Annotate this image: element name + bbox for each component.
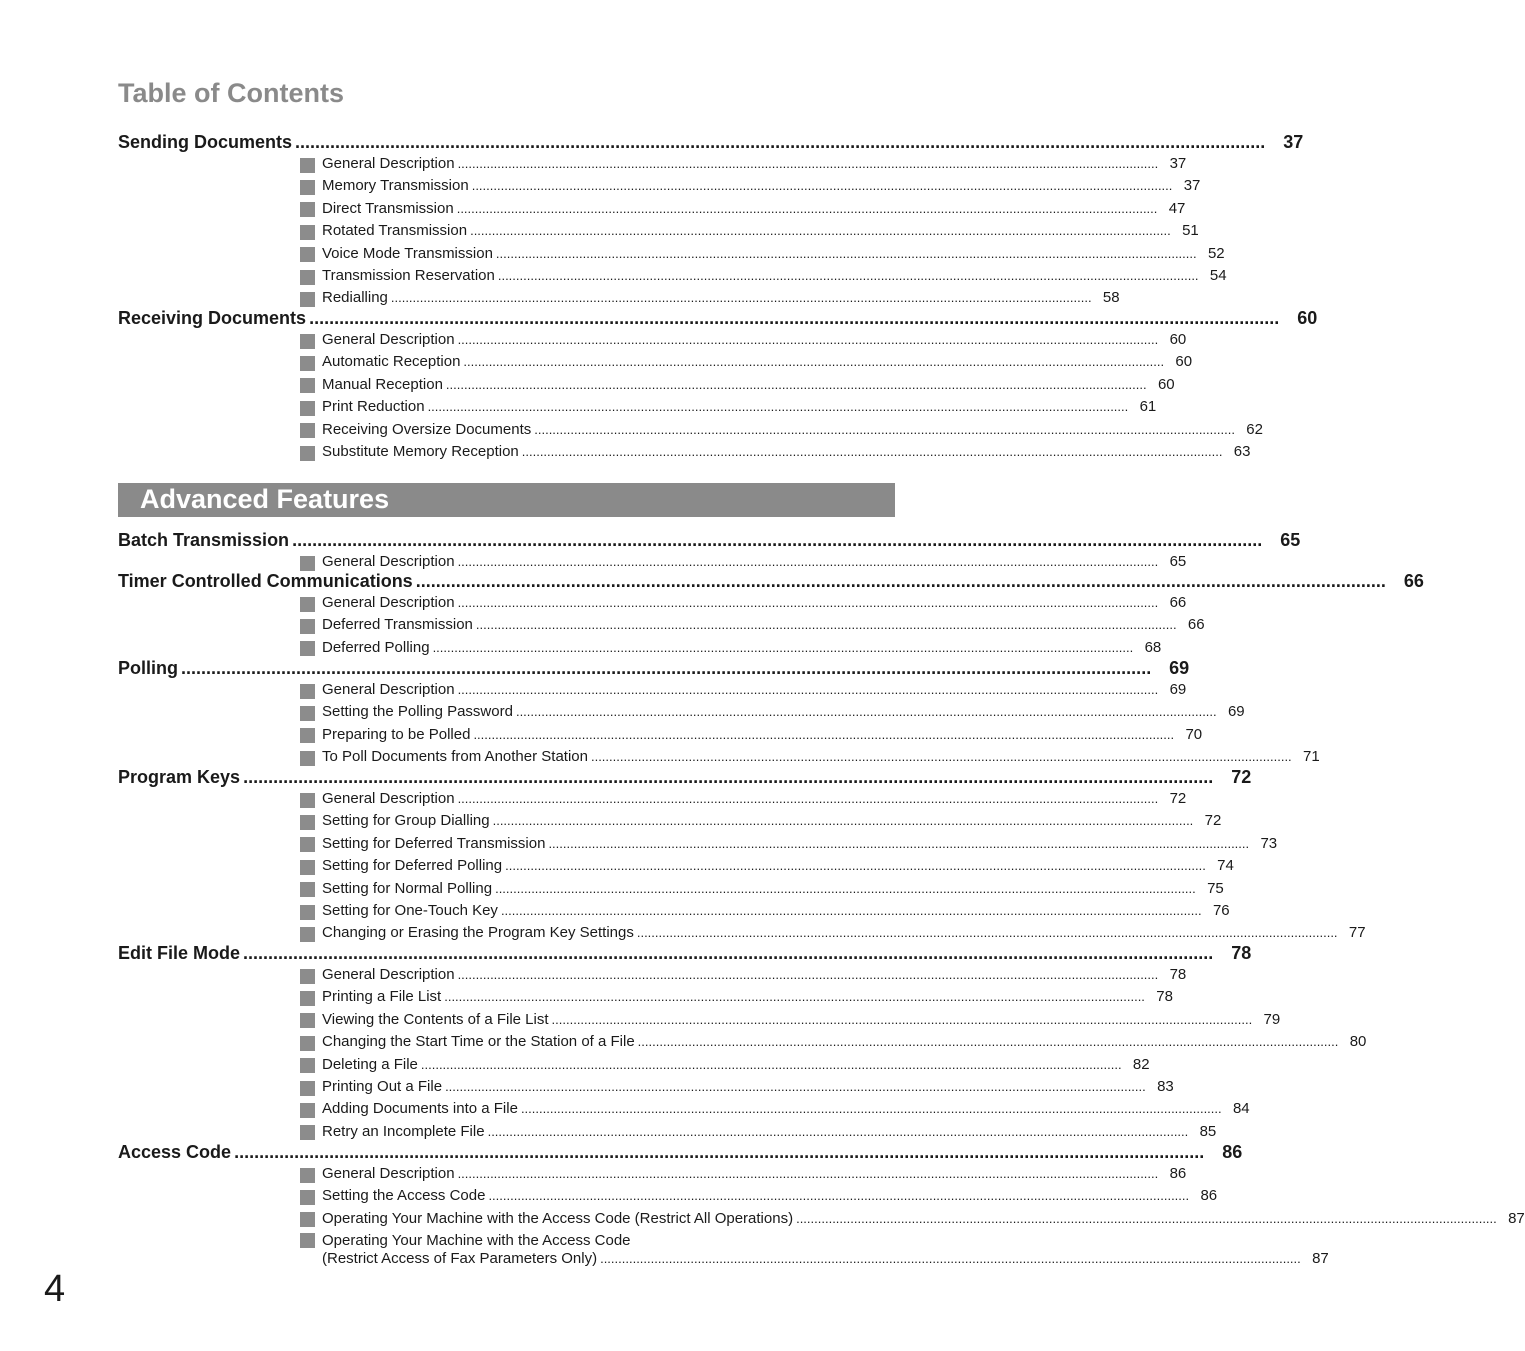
toc-subsection-entry[interactable] [300, 177, 1201, 197]
dot-leader: .................................................................................................................................................................................................. [463, 354, 1165, 370]
toc-subsection-page: 66 [1187, 616, 1205, 634]
dot-leader: .................................................................................................................................................................................................. [427, 399, 1129, 415]
toc-subsection-entry[interactable] [300, 1078, 1174, 1098]
toc-subsection-entry[interactable] [300, 725, 1203, 746]
dot-leader: .................................................................................................................................................................................................. [445, 1079, 1146, 1094]
gray-square-bullet-icon [300, 1233, 315, 1248]
gray-square-bullet-icon [300, 1036, 315, 1051]
toc-subsection-title: Viewing the Contents of a File List [322, 1010, 549, 1028]
toc-subsection-title: Deleting a File [322, 1055, 418, 1073]
toc-subsection-title: Automatic Reception [322, 353, 461, 371]
page-title: Table of Contents [118, 78, 344, 108]
gray-square-bullet-icon [300, 1081, 315, 1096]
dot-leader: .................................................................................................................................................................................................. [457, 156, 1159, 171]
dot-leader: .................................................................................................................................................................................................. [181, 658, 1152, 678]
toc-section-title: Timer Controlled Communications [118, 571, 413, 591]
toc-subsection-entry[interactable] [300, 681, 1187, 701]
advanced-features-title: Advanced Features [140, 484, 390, 514]
toc-subsection-page: 60 [1157, 375, 1175, 393]
toc-subsection-page: 71 [1302, 748, 1320, 766]
gray-square-bullet-icon [300, 247, 315, 262]
toc-subsection-page: 65 [1169, 553, 1187, 570]
gray-square-bullet-icon [300, 292, 315, 307]
toc-subsection-page: 87 [1508, 1209, 1525, 1227]
entry-line-2 [322, 1250, 1329, 1268]
toc-subsection-page: 80 [1349, 1033, 1367, 1051]
toc-subsection-title: Setting for One-Touch Key [322, 902, 498, 919]
toc-subsection-entry[interactable] [300, 1100, 1250, 1120]
toc-subsection-entry[interactable] [300, 1122, 1217, 1143]
gray-square-bullet-icon [300, 356, 315, 371]
toc-subsection-title: General Description [322, 790, 455, 807]
toc-subsection-title: Setting for Deferred Polling [322, 857, 503, 875]
gray-square-bullet-icon [300, 1013, 315, 1028]
dot-leader: .................................................................................................................................................................................................. [495, 880, 1196, 896]
toc-section-page: 69 [1169, 658, 1190, 678]
toc-subsection-page: 79 [1263, 1010, 1281, 1028]
toc-subsection-page: 84 [1232, 1100, 1250, 1118]
gray-square-bullet-icon [300, 180, 315, 195]
dot-leader: .................................................................................................................................................................................................. [470, 223, 1171, 239]
toc-subsection-page: 37 [1183, 177, 1201, 195]
gray-square-bullet-icon [300, 1103, 315, 1118]
toc-subsection-entry[interactable] [300, 902, 1230, 922]
gray-square-bullet-icon [300, 1058, 315, 1073]
gray-square-bullet-icon [300, 991, 315, 1006]
dot-leader: .................................................................................................................................................................................................. [534, 421, 1235, 437]
dot-leader: .................................................................................................................................................................................................. [551, 1011, 1253, 1027]
toc-subsection-entry[interactable] [300, 790, 1187, 810]
toc-subsection-title: Deferred Polling [322, 638, 430, 656]
gray-square-bullet-icon [300, 202, 315, 217]
toc-subsection-title: Adding Documents into a File [322, 1100, 518, 1118]
gray-square-bullet-icon [300, 969, 315, 984]
toc-subsection-entry[interactable] [300, 616, 1205, 636]
toc-section-page: 72 [1231, 767, 1252, 787]
toc-subsection-entry[interactable] [300, 834, 1278, 855]
toc-subsection-entry[interactable] [300, 443, 1251, 463]
dot-leader: .................................................................................................................................................................................................. [234, 1142, 1205, 1162]
toc-subsection-page: 78 [1156, 988, 1173, 1006]
toc-subsection-page: 76 [1212, 902, 1230, 919]
toc-subsection-page: 37 [1169, 155, 1187, 172]
dot-leader: .................................................................................................................................................................................................. [473, 726, 1175, 742]
toc-subsection-page: 86 [1169, 1165, 1187, 1182]
dot-leader: .................................................................................................................................................................................................. [457, 682, 1159, 697]
gray-square-bullet-icon [300, 158, 315, 173]
dot-leader: .................................................................................................................................................................................................. [521, 444, 1223, 459]
toc-subsection-page: 52 [1207, 244, 1225, 262]
dot-leader: .................................................................................................................................................................................................. [420, 1056, 1122, 1072]
toc-subsection-title: Setting for Normal Polling [322, 879, 493, 897]
toc-subsection-title: General Description [322, 966, 455, 983]
toc-subsection-entry[interactable] [300, 155, 1187, 175]
toc-section-entry[interactable] [118, 132, 1304, 154]
toc-subsection-entry[interactable] [300, 924, 1366, 944]
dot-leader: .................................................................................................................................................................................................. [309, 308, 1280, 328]
dot-leader: .................................................................................................................................................................................................. [500, 903, 1202, 918]
dot-leader: .................................................................................................................................................................................................. [243, 767, 1214, 787]
dot-leader: .................................................................................................................................................................................................. [457, 791, 1159, 806]
gray-square-bullet-icon [300, 684, 315, 699]
toc-subsection-title: General Description [322, 553, 455, 570]
toc-subsection-page: 75 [1207, 879, 1224, 897]
toc-subsection-entry[interactable] [300, 244, 1225, 265]
gray-square-bullet-icon [300, 793, 315, 808]
toc-subsection-entry[interactable] [300, 375, 1175, 396]
dot-leader: .................................................................................................................................................................................................. [457, 332, 1159, 347]
toc-subsection-entry[interactable] [300, 1165, 1187, 1185]
toc-subsection-page: 54 [1209, 267, 1227, 284]
toc-subsection-entry[interactable] [300, 966, 1187, 986]
gray-square-bullet-icon [300, 905, 315, 920]
gray-square-bullet-icon [300, 860, 315, 875]
toc-subsection-entry[interactable] [300, 594, 1187, 614]
toc-subsection-page: 77 [1348, 924, 1366, 942]
toc-subsection-entry[interactable] [300, 1232, 1329, 1272]
toc-subsection-entry[interactable] [300, 638, 1162, 659]
dot-leader: .................................................................................................................................................................................................. [471, 178, 1173, 194]
toc-subsection-title: Printing a File List [322, 988, 442, 1006]
toc-section-entry[interactable] [118, 308, 1318, 330]
gray-square-bullet-icon [300, 1168, 315, 1183]
toc-subsection-entry[interactable] [300, 398, 1157, 418]
toc-subsection-page: 72 [1204, 812, 1222, 830]
page-number: 4 [44, 1268, 66, 1310]
toc-section-title: Edit File Mode [118, 943, 241, 963]
gray-square-bullet-icon [300, 597, 315, 612]
gray-square-bullet-icon [300, 423, 315, 438]
toc-subsection-entry[interactable] [300, 812, 1222, 832]
toc-subsection-page: 47 [1168, 199, 1186, 217]
toc-section-page: 60 [1297, 308, 1318, 328]
gray-square-bullet-icon [300, 1125, 315, 1140]
dot-leader: .................................................................................................................................................................................................. [487, 1123, 1189, 1139]
toc-subsection-title: Manual Reception [322, 375, 443, 393]
toc-section-entry[interactable] [118, 767, 1252, 789]
dot-leader: .................................................................................................................................................................................................. [457, 554, 1159, 569]
toc-subsection-page: 69 [1227, 703, 1245, 721]
toc-subsection-entry[interactable] [300, 703, 1245, 723]
toc-subsection-title: Voice Mode Transmission [322, 244, 493, 262]
toc-subsection-page: 51 [1182, 222, 1199, 240]
dot-leader: .................................................................................................................................................................................................. [295, 132, 1266, 152]
toc-subsection-title: Operating Your Machine with the Access Code (Restrict All Operations) [322, 1209, 794, 1227]
toc-subsection-title-continued: (Restrict Access of Fax Parameters Only) [322, 1250, 598, 1268]
gray-square-bullet-icon [300, 619, 315, 634]
toc-subsection-page: 72 [1169, 790, 1187, 807]
toc-subsection-page: 69 [1169, 681, 1187, 698]
dot-leader: .................................................................................................................................................................................................. [243, 943, 1214, 963]
toc-subsection-title: General Description [322, 594, 455, 611]
gray-square-bullet-icon [300, 882, 315, 897]
toc-subsection-entry[interactable] [300, 879, 1224, 900]
toc-subsection-title: Changing the Start Time or the Station of a File [322, 1033, 635, 1051]
toc-subsection-entry[interactable] [300, 289, 1120, 309]
toc-subsection-entry[interactable] [300, 199, 1186, 220]
gray-square-bullet-icon [300, 401, 315, 416]
toc-subsection-page: 86 [1200, 1187, 1218, 1205]
toc-subsection-page: 83 [1157, 1078, 1174, 1095]
gray-square-bullet-icon [300, 927, 315, 942]
toc-section-page: 66 [1403, 571, 1424, 591]
dot-leader: .................................................................................................................................................................................................. [505, 858, 1206, 874]
gray-square-bullet-icon [300, 270, 315, 285]
gray-square-bullet-icon [300, 334, 315, 349]
dot-leader: .................................................................................................................................................................................................. [600, 1251, 1301, 1267]
toc-subsection-entry[interactable] [300, 1187, 1218, 1207]
dot-leader: .................................................................................................................................................................................................. [520, 1101, 1222, 1117]
toc-subsection-title: Memory Transmission [322, 177, 469, 195]
toc-subsection-title: Printing Out a File [322, 1078, 443, 1095]
toc-subsection-title: Transmission Reservation [322, 267, 495, 284]
toc-subsection-title: General Description [322, 1165, 455, 1182]
entry-line-1 [300, 1232, 631, 1249]
toc-subsection-entry[interactable] [300, 988, 1173, 1008]
dot-leader: .................................................................................................................................................................................................. [488, 1188, 1190, 1204]
dot-leader: .................................................................................................................................................................................................. [492, 813, 1194, 829]
toc-subsection-entry[interactable] [300, 1033, 1367, 1053]
dot-leader: .................................................................................................................................................................................................. [444, 989, 1145, 1005]
toc-section-title: Sending Documents [118, 132, 293, 152]
toc-subsection-page: 61 [1139, 398, 1157, 416]
dot-leader: .................................................................................................................................................................................................. [445, 376, 1147, 392]
toc-subsection-entry[interactable] [300, 420, 1263, 441]
toc-subsection-page: 60 [1169, 331, 1187, 348]
dot-leader: .................................................................................................................................................................................................. [475, 617, 1177, 633]
gray-square-bullet-icon [300, 641, 315, 656]
toc-subsection-title: Setting for Group Dialling [322, 812, 490, 830]
toc-subsection-entry[interactable] [300, 267, 1227, 287]
toc-section-page: 37 [1283, 132, 1304, 152]
dot-leader: .................................................................................................................................................................................................. [796, 1210, 1497, 1226]
dot-leader: .................................................................................................................................................................................................. [495, 245, 1197, 261]
toc-subsection-title: Preparing to be Polled [322, 725, 471, 743]
toc-subsection-title: Rotated Transmission [322, 222, 468, 240]
toc-subsection-title: General Description [322, 331, 455, 348]
dot-leader: .................................................................................................................................................................................................. [636, 925, 1338, 941]
gray-square-bullet-icon [300, 378, 315, 393]
toc-section-entry[interactable] [118, 658, 1190, 680]
toc-subsection-page: 85 [1199, 1122, 1217, 1140]
toc-subsection-title: Direct Transmission [322, 199, 454, 217]
gray-square-bullet-icon [300, 225, 315, 240]
toc-section-title: Access Code [118, 1142, 232, 1162]
gray-square-bullet-icon [300, 446, 315, 461]
toc-subsection-title: Setting the Polling Password [322, 703, 513, 721]
toc-subsection-title: Operating Your Machine with the Access Code [322, 1232, 631, 1250]
dot-leader: .................................................................................................................................................................................................. [497, 268, 1199, 283]
dot-leader: .................................................................................................................................................................................................. [292, 530, 1263, 550]
toc-subsection-page: 60 [1175, 353, 1193, 371]
toc-subsection-page: 78 [1169, 966, 1187, 983]
toc-subsection-title: Changing or Erasing the Program Key Settings [322, 924, 634, 942]
toc-subsection-title: To Poll Documents from Another Station [322, 748, 588, 766]
toc-subsection-entry[interactable] [300, 857, 1234, 877]
toc-subsection-title: Setting for Deferred Transmission [322, 834, 546, 852]
toc-subsection-title: Redialling [322, 289, 388, 307]
dot-leader: .................................................................................................................................................................................................. [456, 200, 1158, 216]
toc-subsection-page: 82 [1132, 1055, 1150, 1073]
toc-subsection-entry[interactable] [300, 553, 1187, 573]
toc-section-page: 65 [1280, 530, 1301, 550]
toc-section-entry[interactable] [118, 943, 1252, 965]
toc-subsection-entry[interactable] [300, 353, 1193, 373]
toc-subsection-title: Retry an Incomplete File [322, 1122, 485, 1140]
gray-square-bullet-icon [300, 815, 315, 830]
dot-leader: .................................................................................................................................................................................................. [515, 704, 1217, 720]
dot-leader: .................................................................................................................................................................................................. [457, 1166, 1159, 1181]
toc-section-entry[interactable] [118, 1142, 1243, 1164]
dot-leader: .................................................................................................................................................................................................. [457, 595, 1159, 610]
toc-subsection-page: 63 [1233, 443, 1251, 460]
advanced-features-banner [118, 483, 895, 517]
toc-subsection-page: 74 [1217, 857, 1234, 875]
dot-leader: .................................................................................................................................................................................................. [590, 749, 1292, 765]
toc-subsection-title: Substitute Memory Reception [322, 443, 519, 460]
gray-square-bullet-icon [300, 751, 315, 766]
toc-subsection-title: General Description [322, 681, 455, 698]
toc-subsection-entry[interactable] [300, 1055, 1150, 1076]
dot-leader: .................................................................................................................................................................................................. [390, 290, 1092, 306]
toc-subsection-entry[interactable] [300, 331, 1187, 351]
toc-subsection-title: Deferred Transmission [322, 616, 473, 634]
toc-section-title: Receiving Documents [118, 308, 307, 328]
gray-square-bullet-icon [300, 1212, 315, 1227]
toc-subsection-entry[interactable] [300, 222, 1199, 242]
toc-subsection-entry[interactable] [300, 1209, 1525, 1230]
toc-section-title: Program Keys [118, 767, 241, 787]
gray-square-bullet-icon [300, 556, 315, 571]
toc-subsection-title: General Description [322, 155, 455, 172]
toc-section-page: 86 [1222, 1142, 1243, 1162]
gray-square-bullet-icon [300, 728, 315, 743]
dot-leader: .................................................................................................................................................................................................. [457, 967, 1159, 982]
toc-section-entry[interactable] [118, 530, 1301, 552]
toc-section-page: 78 [1231, 943, 1252, 963]
toc-section-entry[interactable] [118, 571, 1424, 593]
toc-subsection-page: 58 [1102, 289, 1120, 307]
toc-subsection-page: 66 [1169, 594, 1187, 611]
toc-subsection-entry[interactable] [300, 748, 1320, 768]
toc-subsection-page: 68 [1144, 638, 1162, 656]
toc-subsection-page: 70 [1185, 725, 1203, 743]
dot-leader: .................................................................................................................................................................................................. [415, 571, 1386, 591]
dot-leader: .................................................................................................................................................................................................. [432, 639, 1134, 655]
gray-square-bullet-icon [300, 837, 315, 852]
toc-subsection-title: Receiving Oversize Documents [322, 420, 532, 438]
toc-subsection-page: 62 [1246, 420, 1263, 438]
toc-subsection-title: Setting the Access Code [322, 1187, 486, 1205]
toc-subsection-page: 87 [1312, 1250, 1329, 1268]
toc-subsection-page: 73 [1260, 834, 1278, 852]
dot-leader: .................................................................................................................................................................................................. [548, 835, 1250, 851]
toc-section-title: Polling [118, 658, 178, 678]
gray-square-bullet-icon [300, 1190, 315, 1205]
toc-subsection-title: Print Reduction [322, 398, 425, 416]
gray-square-bullet-icon [300, 706, 315, 721]
toc-subsection-entry[interactable] [300, 1010, 1281, 1031]
toc-section-title: Batch Transmission [118, 530, 290, 550]
dot-leader: .................................................................................................................................................................................................. [637, 1034, 1339, 1050]
